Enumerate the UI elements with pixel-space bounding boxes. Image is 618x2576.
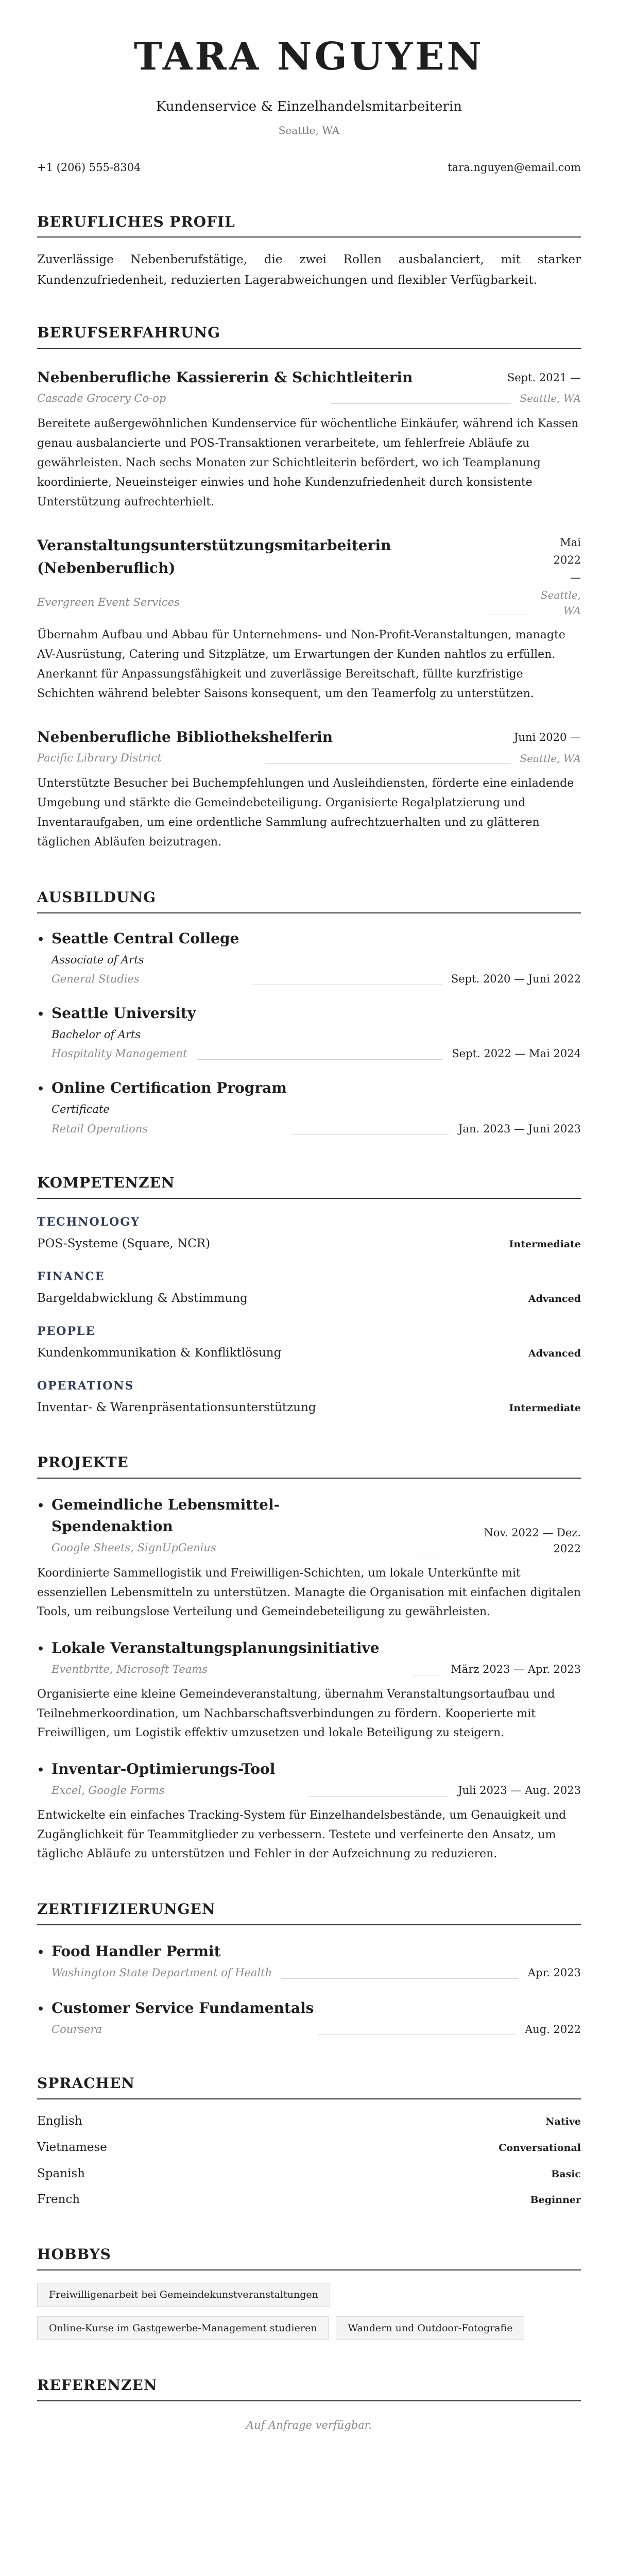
certification-entry: [37, 1997, 581, 2039]
project-description: Organisierte eine kleine Gemeindeveranstaltung, übernahm Veranstaltungsortaufbau und Teilnehmerkoordination, um Nachbarschaftsverbindungen zu fördern. Kooperierte mit Freiwilligen, um Logistik effektiv umzusetzen und lokale Beteiligung zu steigern.: [37, 1687, 555, 1740]
school-name: Seattle Central College: [52, 929, 239, 947]
job-dates: Sept. 2021 —: [507, 371, 581, 384]
education-entry: [37, 1003, 581, 1063]
candidate-name: TARA NGUYEN: [133, 35, 485, 79]
section-title: BERUFLICHES PROFIL: [37, 211, 581, 238]
language-row: [37, 2112, 581, 2131]
job-dates: Mai 2022 —: [553, 536, 581, 584]
education-dates: Sept. 2022 — Mai 2024: [452, 1047, 581, 1060]
projects-section: [37, 1451, 581, 1864]
language-row: [37, 2190, 581, 2209]
project-entry: [37, 1637, 581, 1743]
job-location: Seattle, WA: [540, 589, 581, 617]
references-text: Auf Anfrage verfügbar.: [246, 2418, 372, 2431]
email-address: tara.nguyen@email.com: [448, 161, 581, 174]
job-title: Veranstaltungsunterstützungsmitarbeiterin (Nebenberuflich): [37, 537, 391, 577]
resume-header: [37, 36, 581, 139]
skill-name: POS-Systeme (Square, NCR): [37, 1237, 211, 1251]
references-section: [37, 2374, 581, 2434]
bullet-icon: •: [37, 1946, 45, 1960]
job-description: Übernahm Aufbau und Abbau für Unternehmens- und Non-Profit-Veranstaltungen, managte AV-Ausrüstung, Catering und Sitzplätze, um Erwartungen der Kunden nahtlos zu erfüllen. Anerkannt für Anpassungsfähigkeit und zuverlässige Bereitschaft, füllte kurzfristige Schichten während belebter Saisons konsequent, um den Teamerfolg zu unterstützen.: [37, 629, 565, 700]
education-section: [37, 886, 581, 1138]
skill-group: [37, 1213, 581, 1253]
education-dates: Sept. 2020 — Juni 2022: [451, 973, 581, 986]
skill-group: [37, 1268, 581, 1308]
job-description: Bereitete außergewöhnlichen Kundenservice für wöchentliche Einkäufer, während ich Kassen genau ausbalancierte und POS-Transaktionen verarbeitete, um fehlerfreie Abläufe zu gewährleisten. Nach sechs Monaten zur Schichtleiterin befördert, wo ich Teamplanung koordinierte, Neueinsteiger einwies und hohe Kundenzufriedenheit durch konsistente Unterstützung aufrechterhielt.: [37, 417, 579, 509]
education-entry: [37, 1077, 581, 1138]
section-title: PROJEKTE: [37, 1451, 581, 1479]
phone-number: +1 (206) 555-8304: [37, 161, 141, 174]
education-entry: [37, 928, 581, 988]
bullet-icon: •: [37, 2002, 45, 2016]
project-dates: Juli 2023 — Aug. 2023: [458, 1784, 581, 1797]
language-row: [37, 2138, 581, 2157]
hobby-tag: Freiwilligenarbeit bei Gemeindekunstveranstaltungen: [37, 2283, 330, 2307]
skill-group: [37, 1323, 581, 1363]
bullet-icon: •: [37, 1499, 45, 1513]
language-level: Conversational: [499, 2142, 581, 2154]
bullet-icon: •: [37, 933, 45, 946]
job-title: Nebenberufliche Kassiererin & Schichtleiterin: [37, 369, 413, 386]
degree: Associate of Arts: [52, 953, 144, 966]
section-title: ZERTIFIZIERUNGEN: [37, 1898, 581, 1925]
skill-category: PEOPLE: [37, 1324, 96, 1338]
skill-name: Bargeldabwicklung & Abstimmung: [37, 1292, 248, 1306]
bullet-icon: •: [37, 1764, 45, 1777]
languages-section: [37, 2072, 581, 2209]
job-dates: Juni 2020 —: [514, 731, 581, 744]
skill-level: Intermediate: [509, 1239, 581, 1250]
contact-row: [37, 159, 581, 177]
project-entry: [37, 1758, 581, 1864]
school-name: Seattle University: [52, 1004, 196, 1022]
hobby-tag: Wandern und Outdoor-Fotografie: [336, 2316, 524, 2341]
education-dates: Jan. 2023 — Juni 2023: [458, 1122, 581, 1135]
certification-date: Apr. 2023: [527, 1967, 581, 1979]
language-name: Vietnamese: [37, 2140, 107, 2154]
skill-level: Intermediate: [509, 1402, 581, 1414]
hobby-tags: [37, 2283, 581, 2340]
field-of-study: Retail Operations: [52, 1122, 148, 1135]
skill-category: FINANCE: [37, 1269, 105, 1283]
skill-group: [37, 1377, 581, 1417]
section-title: REFERENZEN: [37, 2374, 581, 2401]
section-title: SPRACHEN: [37, 2072, 581, 2099]
hobby-tag: Online-Kurse im Gastgewerbe-Management studieren: [37, 2316, 329, 2341]
skill-category: OPERATIONS: [37, 1379, 134, 1393]
experience-section: [37, 321, 581, 852]
dotted-leader: [281, 1978, 519, 1979]
certification-name: Customer Service Fundamentals: [52, 1999, 314, 2016]
language-name: French: [37, 2193, 80, 2207]
language-level: Beginner: [530, 2194, 581, 2206]
job-entry: [37, 534, 581, 703]
certification-issuer: Washington State Department of Health: [52, 1967, 272, 1979]
section-title: HOBBYS: [37, 2243, 581, 2270]
project-title: Inventar-Optimierungs-Tool: [52, 1760, 276, 1778]
project-description: Koordinierte Sammellogistik und Freiwilligen-Schichten, um lokale Unterkünfte mit essenziellen Lebensmitteln zu unterstützen. Managte die Organisation mit einfachen digitalen Tools, um reibungslose Verteilung und Gemeindebeteiligung zu gewährleisten.: [37, 1566, 581, 1619]
company-name: Evergreen Event Services: [37, 596, 180, 609]
certification-entry: [37, 1941, 581, 1982]
certification-date: Aug. 2022: [525, 2023, 581, 2036]
profile-summary: Zuverlässige Nebenberufstätige, die zwei Rollen ausbalanciert, mit starker Kundenzufriedenheit, reduzierten Lagerabweichungen und flexibler Verfügbarkeit.: [37, 253, 581, 287]
project-title: Gemeindliche Lebensmittel-Spendenaktion: [52, 1496, 280, 1535]
company-name: Cascade Grocery Co-op: [37, 392, 166, 404]
degree: Bachelor of Arts: [52, 1028, 141, 1041]
language-name: English: [37, 2114, 82, 2128]
job-title: Nebenberufliche Bibliothekshelferin: [37, 728, 333, 746]
field-of-study: Hospitality Management: [52, 1047, 187, 1060]
language-level: Basic: [551, 2168, 581, 2180]
skills-section: [37, 1172, 581, 1417]
company-name: Pacific Library District: [37, 751, 162, 764]
project-tools: Eventbrite, Microsoft Teams: [52, 1663, 208, 1676]
candidate-tagline: Kundenservice & Einzelhandelsmitarbeiterin: [156, 99, 462, 115]
language-row: [37, 2164, 581, 2183]
project-title: Lokale Veranstaltungsplanungsinitiative: [52, 1639, 380, 1657]
bullet-icon: •: [37, 1642, 45, 1656]
hobbies-section: [37, 2243, 581, 2340]
skill-level: Advanced: [528, 1293, 581, 1305]
certifications-section: [37, 1898, 581, 2038]
job-description: Unterstützte Besucher bei Buchempfehlungen und Ausleihdiensten, förderte eine einladende Umgebung und stärkte die Gemeindebeteiligung. Organisierte Regalplatzierung und Inventaraufgaben, um eine ordentliche Sammlung aufrechtzuerhalten und zu glätteren täglichen Abläufen beizutragen.: [37, 777, 574, 849]
project-entry: [37, 1494, 581, 1622]
language-level: Native: [545, 2116, 581, 2128]
job-entry: [37, 726, 581, 852]
job-location: Seattle, WA: [520, 752, 581, 765]
project-dates: März 2023 — Apr. 2023: [451, 1663, 581, 1676]
field-of-study: General Studies: [52, 973, 140, 986]
dotted-leader: [265, 763, 511, 764]
project-dates: Nov. 2022 — Dez. 2022: [484, 1526, 581, 1555]
bullet-icon: •: [37, 1082, 45, 1096]
skill-level: Advanced: [528, 1348, 581, 1360]
language-name: Spanish: [37, 2166, 85, 2180]
skill-name: Inventar- & Warenpräsentationsunterstützung: [37, 1401, 316, 1415]
degree: Certificate: [52, 1103, 110, 1115]
dotted-leader: [197, 1059, 443, 1060]
profile-section: [37, 211, 581, 291]
section-title: BERUFSERFAHRUNG: [37, 321, 581, 349]
project-tools: Google Sheets, SignUpGenius: [52, 1541, 216, 1554]
certification-name: Food Handler Permit: [52, 1943, 221, 1960]
project-tools: Excel, Google Forms: [52, 1784, 165, 1797]
section-title: KOMPETENZEN: [37, 1172, 581, 1199]
certification-issuer: Coursera: [52, 2023, 102, 2036]
bullet-icon: •: [37, 1007, 45, 1021]
project-description: Entwickelte ein einfaches Tracking-System für Einzelhandelsbestände, um Genauigkeit und Zugänglichkeit für Teammitglieder zu verbessern. Testete und verfeinerte den Ansatz, um tägliche Abläufe zu unterstützen und Fehler in der Aufzeichnung zu reduzieren.: [37, 1808, 566, 1861]
skill-name: Kundenkommunikation & Konfliktlösung: [37, 1346, 282, 1360]
section-title: AUSBILDUNG: [37, 886, 581, 913]
job-entry: [37, 366, 581, 512]
dotted-leader: [309, 1796, 449, 1797]
job-location: Seattle, WA: [520, 392, 581, 405]
school-name: Online Certification Program: [52, 1079, 287, 1096]
skill-category: TECHNOLOGY: [37, 1215, 140, 1229]
candidate-location: Seattle, WA: [278, 124, 340, 137]
dotted-leader: [331, 403, 510, 404]
